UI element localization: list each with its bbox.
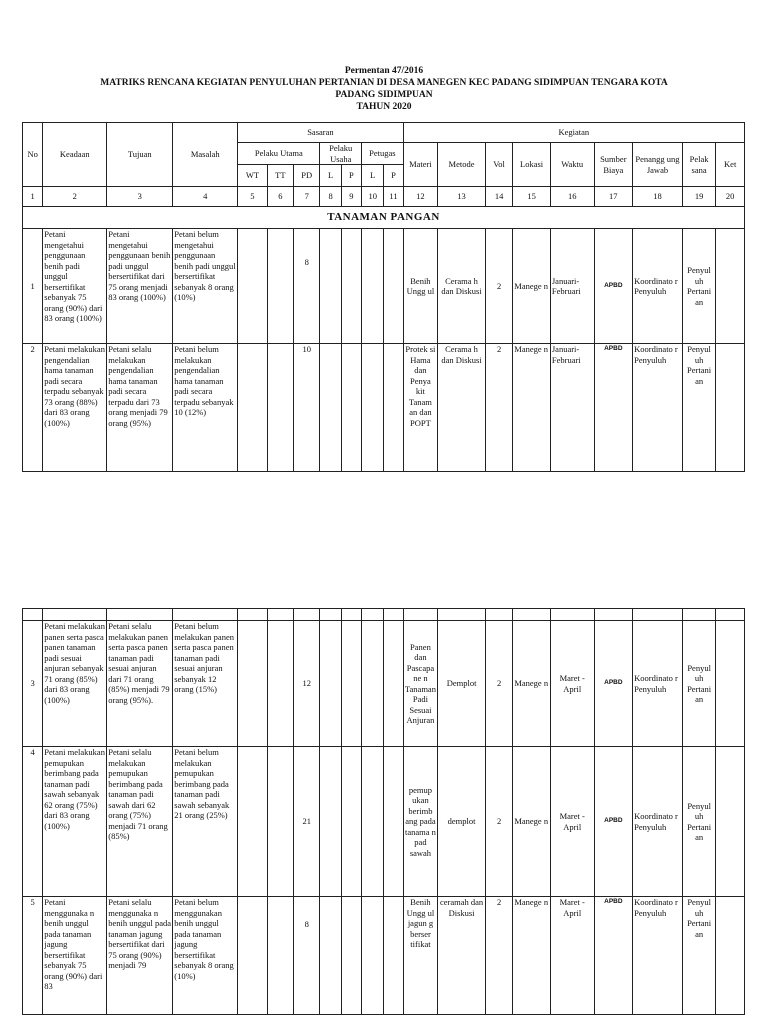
row-metode: Cerama h dan Diskusi: [438, 344, 486, 472]
row-lokasi: Manege n: [513, 897, 551, 1015]
row-pd: 8: [294, 897, 320, 1015]
col-number: 3: [107, 187, 173, 207]
col-tt: TT: [267, 165, 293, 187]
row-tujuan: Petani selalu melakukan panen serta pasca panen tanaman padi sesuai anjuran dari 71 orang (85%) menjadi 79 orang (95%).: [107, 621, 173, 747]
row-sumber-biaya: APBD: [594, 229, 633, 344]
col-sasaran: Sasaran: [238, 123, 403, 143]
col-number: 4: [173, 187, 238, 207]
row-no: 5: [23, 897, 43, 1015]
row-masalah: Petani belum melakukan pengendalian hama tanaman padi secara terpadu sebanyak 10 (12%): [173, 344, 238, 472]
col-number: 2: [43, 187, 107, 207]
row-waktu: Maret - April: [550, 897, 594, 1015]
col-number: 6: [267, 187, 293, 207]
row-metode: Cerama h dan Diskusi: [438, 229, 486, 344]
section-title: TANAMAN PANGAN: [23, 207, 745, 229]
col-pd: PD: [294, 165, 320, 187]
col-number: 7: [294, 187, 320, 207]
col-number: 14: [485, 187, 512, 207]
table-row: [23, 897, 745, 1015]
col-ket: Ket: [716, 143, 745, 187]
row-materi: Benih Ungg ul: [403, 229, 438, 344]
col-no: No: [23, 123, 43, 187]
activity-matrix-table-continued: [22, 608, 745, 1015]
row-lokasi: Manege n: [513, 344, 551, 472]
col-vol: Vol: [485, 143, 512, 187]
col-number: 10: [362, 187, 384, 207]
document-title: MATRIKS RENCANA KEGIATAN PENYULUHAN PERTANIAN DI DESA MANEGEN KEC PADANG SIDIMPUAN TENGARA KOTA: [100, 78, 668, 88]
row-masalah: Petani belum menggunakan benih unggul pada tanaman jagung bersertifikat sebanyak 8 orang (10%): [173, 897, 238, 1015]
row-lokasi: Manege n: [513, 621, 551, 747]
row-masalah: Petani belum melakukan pemupukan berimbang pada tanaman padi sawah sebanyak 21 orang (25%): [173, 747, 238, 897]
row-metode: Demplot: [438, 621, 486, 747]
table-row: [23, 621, 745, 747]
col-tujuan: Tujuan: [107, 123, 173, 187]
col-masalah: Masalah: [173, 123, 238, 187]
row-ket: [716, 344, 745, 472]
row-sumber-biaya: APBD: [594, 747, 633, 897]
col-number: 16: [550, 187, 594, 207]
col-number: 9: [341, 187, 361, 207]
col-number: 13: [438, 187, 486, 207]
col-number: 19: [682, 187, 716, 207]
col-waktu: Waktu: [550, 143, 594, 187]
col-keadaan: Keadaan: [43, 123, 107, 187]
activity-matrix-table: [22, 122, 745, 472]
col-number: 8: [320, 187, 341, 207]
row-pelaksana: Penyul uh Pertani an: [682, 344, 716, 472]
row-materi: pemup ukan berimb ang pada tanama n pad sawah: [403, 747, 438, 897]
col-l-petugas: L: [362, 165, 384, 187]
col-materi: Materi: [403, 143, 438, 187]
row-vol: 2: [485, 229, 512, 344]
col-number: 11: [384, 187, 403, 207]
col-number: 15: [513, 187, 551, 207]
row-tujuan: Petani selalu melakukan pemupukan berimbang pada tanaman padi sawah dari 62 orang (75%) menjadi 71 orang (85%): [107, 747, 173, 897]
row-sumber-biaya: APBD: [594, 621, 633, 747]
row-keadaan: Petani melakukan pemupukan berimbang pada tanaman padi sawah sebanyak 62 orang (75%) dari 83 orang (100%): [43, 747, 107, 897]
row-sumber-biaya: APBD: [594, 897, 633, 1015]
row-no: 1: [23, 229, 43, 344]
row-pd: 12: [294, 621, 320, 747]
row-penanggung-jawab: Koordinato r Penyuluh: [633, 621, 683, 747]
row-vol: 2: [485, 344, 512, 472]
row-sumber-biaya: APBD: [594, 344, 633, 472]
row-no: 2: [23, 344, 43, 472]
row-vol: 2: [485, 621, 512, 747]
col-petugas: Petugas: [362, 143, 404, 165]
col-lokasi: Lokasi: [513, 143, 551, 187]
row-ket: [716, 229, 745, 344]
row-vol: 2: [485, 747, 512, 897]
row-keadaan: Petani melakukan panen serta pasca panen tanaman padi sesuai anjuran sebanyak 71 orang (85%) dari 83 orang (100%): [43, 621, 107, 747]
col-metode: Metode: [438, 143, 486, 187]
row-tujuan: Petani selalu menggunaka n benih unggul pada tanaman jagung bersertifikat dari 75 orang (90%) menjadi 79: [107, 897, 173, 1015]
row-pelaksana: Penyul uh Pertani an: [682, 621, 716, 747]
row-pd: 10: [294, 344, 320, 472]
row-penanggung-jawab: Koordinato r Penyuluh: [633, 229, 683, 344]
row-penanggung-jawab: Koordinato r Penyuluh: [633, 747, 683, 897]
col-number: 20: [716, 187, 745, 207]
row-metode: ceramah dan Diskusi: [438, 897, 486, 1015]
col-wt: WT: [238, 165, 267, 187]
col-number: 12: [403, 187, 438, 207]
row-tujuan: Petani mengetahui penggunaan benih padi unggul bersertifikat dari 75 orang menjadi 83 orang (100%): [107, 229, 173, 344]
row-ket: [716, 897, 745, 1015]
row-ket: [716, 747, 745, 897]
row-waktu: Maret - April: [550, 621, 594, 747]
row-materi: Panen dan Pascapane n Tanaman Padi Sesuai Anjuran: [403, 621, 438, 747]
row-ket: [716, 621, 745, 747]
row-vol: 2: [485, 897, 512, 1015]
row-materi: Benih Ungg ul jagun g berser tifikat: [403, 897, 438, 1015]
row-tujuan: Petani selalu melakukan pengendalian hama tanaman padi secara terpadu dari 73 orang menjadi 79 orang (95%): [107, 344, 173, 472]
col-number: 17: [594, 187, 633, 207]
col-kegiatan: Kegiatan: [403, 123, 744, 143]
col-number: 1: [23, 187, 43, 207]
row-keadaan: Petani mengetahui penggunaan benih padi unggul bersertifikat sebanyak 75 orang (90%) dari 83 orang (100%): [43, 229, 107, 344]
col-number: 18: [633, 187, 683, 207]
col-pelaku-utama: Pelaku Utama: [238, 143, 320, 165]
col-p-petugas: P: [384, 165, 403, 187]
table-row: [23, 747, 745, 897]
row-keadaan: Petani menggunaka n benih unggul pada tanaman jagung bersertifikat sebanyak 75 orang (90%) dari 83: [43, 897, 107, 1015]
row-pd: 21: [294, 747, 320, 897]
row-no: 4: [23, 747, 43, 897]
row-lokasi: Manege n: [513, 747, 551, 897]
row-no: 3: [23, 621, 43, 747]
row-waktu: Maret - April: [550, 747, 594, 897]
row-materi: Protek si Hama dan Penya kit Tanam an dan POPT: [403, 344, 438, 472]
row-pelaksana: Penyul uh Pertani an: [682, 897, 716, 1015]
row-keadaan: Petani melakukan pengendalian hama tanaman padi secara terpadu sebanyak 73 orang (88%) dari 83 orang (100%): [43, 344, 107, 472]
col-penanggung-jawab: Penangg ung Jawab: [633, 143, 683, 187]
col-pelaku-usaha: Pelaku Usaha: [320, 143, 362, 165]
row-metode: demplot: [438, 747, 486, 897]
table-row: [23, 344, 745, 472]
row-masalah: Petani belum melakukan panen serta pasca panen tanaman padi sesuai anjuran sebanyak 12 orang (15%): [173, 621, 238, 747]
row-masalah: Petani belum mengetahui penggunaan benih padi unggul bersertifikat sebanyak 8 orang (10%): [173, 229, 238, 344]
col-sumber-biaya: Sumber Biaya: [594, 143, 633, 187]
row-waktu: Januari-Februari: [550, 344, 594, 472]
table-row: [23, 229, 745, 344]
col-p-usaha: P: [341, 165, 361, 187]
col-l-usaha: L: [320, 165, 341, 187]
regulation-reference: Permentan 47/2016: [344, 66, 424, 76]
row-penanggung-jawab: Koordinato r Penyuluh: [633, 344, 683, 472]
col-pelaksana: Pelak sana: [682, 143, 716, 187]
row-pd: 8: [294, 229, 320, 344]
row-pelaksana: Penyul uh Pertani an: [682, 747, 716, 897]
row-penanggung-jawab: Koordinato r Penyuluh: [633, 897, 683, 1015]
document-title-location: PADANG SIDIMPUAN: [335, 90, 433, 100]
row-waktu: Januari-Februari: [550, 229, 594, 344]
col-number: 5: [238, 187, 267, 207]
document-year: TAHUN 2020: [356, 102, 412, 112]
row-lokasi: Manege n: [513, 229, 551, 344]
row-pelaksana: Penyul uh Pertani an: [682, 229, 716, 344]
